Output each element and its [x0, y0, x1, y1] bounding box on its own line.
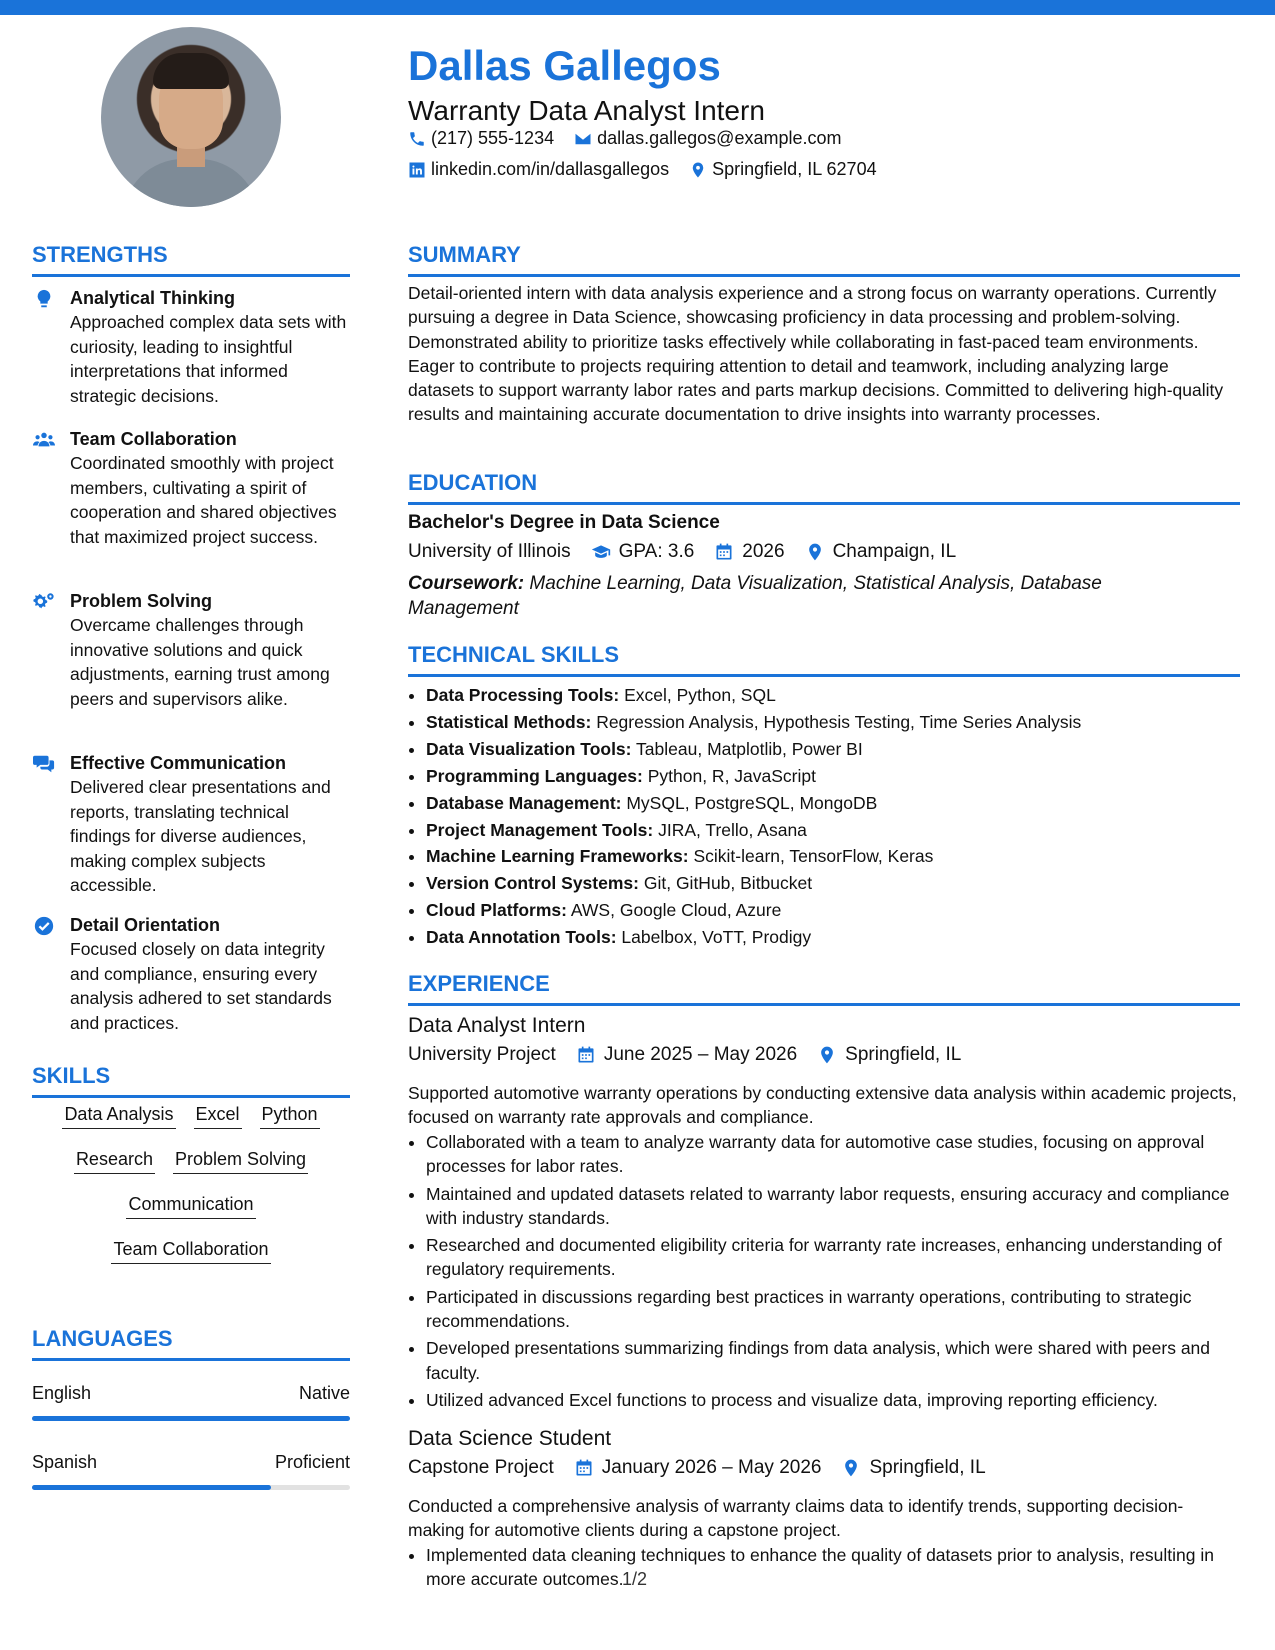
language-item: [32, 1452, 350, 1490]
language-level: Proficient: [274, 1452, 350, 1472]
strength-title: Analytical Thinking: [70, 288, 236, 308]
list-item: • Machine Learning Frameworks: Scikit-learn, TensorFlow, Keras: [426, 843, 1246, 870]
languages-heading: LANGUAGES: [32, 1326, 350, 1361]
list-item: • Utilized advanced Excel functions to process and visualize data, improving reporting efficiency.: [426, 1388, 1246, 1412]
list-item: • Database Management: MySQL, PostgreSQL, MongoDB: [426, 790, 1246, 817]
technical-skills-list: [408, 682, 1246, 951]
strength-title: Detail Orientation: [70, 915, 221, 935]
calendar-icon: [576, 1045, 596, 1065]
strength-item: [32, 286, 350, 408]
profile-photo: [101, 27, 281, 207]
strength-desc: Overcame challenges through innovative solutions and quick adjustments, earning trust among peers and supervisors alike.: [70, 615, 330, 709]
school-location: Champaign, IL: [832, 541, 957, 562]
strength-desc: Approached complex data sets with curiosity, leading to insightful interpretations that informed strategic decisions.: [70, 312, 347, 406]
list-item: • Implemented data cleaning techniques to enhance the quality of datasets prior to analysis, resulting in more accurate outcomes.: [426, 1543, 1246, 1592]
language-bar-fill: [32, 1416, 350, 1421]
job-location: Springfield, IL: [845, 1044, 962, 1065]
skill-chip: Data Analysis: [62, 1104, 175, 1129]
map-pin-icon: [805, 542, 825, 562]
skill-chip: Excel: [194, 1104, 242, 1129]
strength-desc: Delivered clear presentations and reports, translating technical findings for diverse audiences, making complex subjects accessible.: [70, 777, 331, 895]
contact-row-2: [408, 159, 877, 180]
strength-desc: Coordinated smoothly with project members, cultivating a spirit of cooperation and shared objectives that maximized project success.: [70, 453, 337, 547]
linkedin[interactable]: [408, 159, 669, 180]
list-item: • Developed presentations summarizing findings from data analysis, which were shared with peers and faculty.: [426, 1336, 1246, 1385]
job-meta: [408, 1457, 986, 1479]
check-circle-icon: [32, 915, 56, 937]
skill-chip: Problem Solving: [173, 1149, 308, 1174]
email[interactable]: [574, 128, 841, 149]
job-org: University Project: [408, 1044, 556, 1065]
language-item: [32, 1383, 350, 1421]
job-bullets: [408, 1130, 1246, 1415]
strength-title: Problem Solving: [70, 591, 213, 611]
coursework: [408, 572, 1168, 621]
strength-item: [32, 427, 350, 549]
strength-item: [32, 751, 350, 898]
map-pin-icon: [841, 1458, 861, 1478]
chat-icon: [32, 753, 56, 775]
contact-row-1: [408, 128, 842, 149]
gears-icon: [32, 591, 56, 613]
strength-item: [32, 913, 350, 1035]
list-item: • Version Control Systems: Git, GitHub, Bitbucket: [426, 870, 1246, 897]
calendar-icon: [714, 542, 734, 562]
job-title: Data Science Student: [408, 1427, 612, 1450]
summary-text: Detail-oriented intern with data analysis experience and a strong focus on warranty operations. Currently pursuing a degree in Data Science, showcasing proficiency in data processing and problem-solving. Demonstrated ability to prioritize tasks effectively while collaborating in fast-paced team environments. Eager to contribute to projects requiring attention to detail and teamwork, including analyzing large datasets to support warranty labor rates and parts markup decisions. Committed to delivering high-quality results and maintaining accurate documentation to drive insights into warranty processes.: [408, 283, 1224, 425]
job-summary: Conducted a comprehensive analysis of warranty claims data to identify trends, supporting decision-making for automotive clients during a capstone project.: [408, 1496, 1184, 1541]
job-title: Data Analyst Intern: [408, 1014, 586, 1037]
list-item: • Programming Languages: Python, R, JavaScript: [426, 763, 1246, 790]
page-number: 1/2: [622, 1569, 648, 1589]
job-bullets: [408, 1543, 1246, 1595]
list-item: • Maintained and updated datasets related to warranty labor requests, ensuring accuracy and compliance with industry standards.: [426, 1182, 1246, 1231]
top-accent-bar: [0, 0, 1275, 15]
list-item: • Collaborated with a team to analyze warranty data for automotive case studies, focusing on approval processes for labor rates.: [426, 1130, 1246, 1179]
education-heading: EDUCATION: [408, 470, 1240, 505]
phone: [408, 128, 554, 149]
location-text: Springfield, IL 62704: [712, 159, 877, 179]
strength-desc: Focused closely on data integrity and compliance, ensuring every analysis adhered to set standards and practices.: [70, 939, 332, 1033]
language-bar-fill: [32, 1485, 271, 1490]
coursework-label: Coursework:: [408, 573, 525, 594]
job-dates: January 2026 – May 2026: [601, 1457, 822, 1478]
job-summary: Supported automotive warranty operations by conducting extensive data analysis within academic projects, focused on warranty rate approvals and compliance.: [408, 1083, 1237, 1128]
skill-chip: Communication: [126, 1194, 255, 1219]
list-item: • Data Annotation Tools: Labelbox, VoTT, Prodigy: [426, 924, 1246, 951]
language-name: Spanish: [32, 1452, 98, 1472]
gpa: GPA: 3.6: [618, 541, 695, 562]
language-name: English: [32, 1383, 92, 1403]
list-item: • Participated in discussions regarding best practices in warranty operations, contributing to strategic recommendations.: [426, 1285, 1246, 1334]
map-pin-icon: [817, 1045, 837, 1065]
strengths-heading: STRENGTHS: [32, 242, 350, 277]
list-item: • Researched and documented eligibility criteria for warranty rate increases, enhancing understanding of regulatory requirements.: [426, 1233, 1246, 1282]
skill-chip: Research: [74, 1149, 155, 1174]
email-text[interactable]: dallas.gallegos@example.com: [597, 128, 842, 148]
candidate-name: Dallas Gallegos: [408, 42, 721, 89]
job-dates: June 2025 – May 2026: [603, 1044, 798, 1065]
linkedin-icon: [408, 161, 426, 179]
job-title: Warranty Data Analyst Intern: [408, 95, 765, 126]
strength-item: [32, 589, 350, 711]
language-bar: [32, 1485, 350, 1490]
list-item: • Data Visualization Tools: Tableau, Matplotlib, Power BI: [426, 736, 1246, 763]
summary-heading: SUMMARY: [408, 242, 1240, 277]
skill-chip: Python: [260, 1104, 320, 1129]
experience-heading: EXPERIENCE: [408, 971, 1240, 1006]
phone-text: (217) 555-1234: [431, 128, 555, 148]
list-item: • Statistical Methods: Regression Analysis, Hypothesis Testing, Time Series Analysis: [426, 709, 1246, 736]
skills-list: [32, 1104, 350, 1284]
education-meta: [408, 541, 956, 563]
job-meta: [408, 1044, 961, 1066]
language-bar: [32, 1416, 350, 1421]
list-item: • Cloud Platforms: AWS, Google Cloud, Azure: [426, 897, 1246, 924]
job-org: Capstone Project: [408, 1457, 554, 1478]
list-item: • Project Management Tools: JIRA, Trello, Asana: [426, 817, 1246, 844]
grad-year: 2026: [742, 541, 785, 562]
skill-chip: Team Collaboration: [111, 1239, 270, 1264]
technical-skills-heading: TECHNICAL SKILLS: [408, 642, 1240, 677]
linkedin-text[interactable]: linkedin.com/in/dallasgallegos: [431, 159, 670, 179]
job-location: Springfield, IL: [869, 1457, 986, 1478]
users-icon: [32, 429, 56, 451]
strength-title: Team Collaboration: [70, 429, 237, 449]
list-item: • Data Processing Tools: Excel, Python, SQL: [426, 682, 1246, 709]
degree-title: Bachelor's Degree in Data Science: [408, 512, 720, 533]
calendar-icon: [574, 1458, 594, 1478]
strength-title: Effective Communication: [70, 753, 287, 773]
phone-icon: [408, 130, 426, 148]
lightbulb-icon: [32, 288, 56, 310]
coursework-text: Machine Learning, Data Visualization, Statistical Analysis, Database Management: [408, 573, 1102, 619]
map-pin-icon: [689, 161, 707, 179]
envelope-icon: [574, 130, 592, 148]
school-name: University of Illinois: [408, 541, 571, 562]
location: [689, 159, 876, 180]
language-level: Native: [298, 1383, 350, 1403]
graduation-cap-icon: [591, 542, 611, 562]
skills-heading: SKILLS: [32, 1063, 350, 1098]
